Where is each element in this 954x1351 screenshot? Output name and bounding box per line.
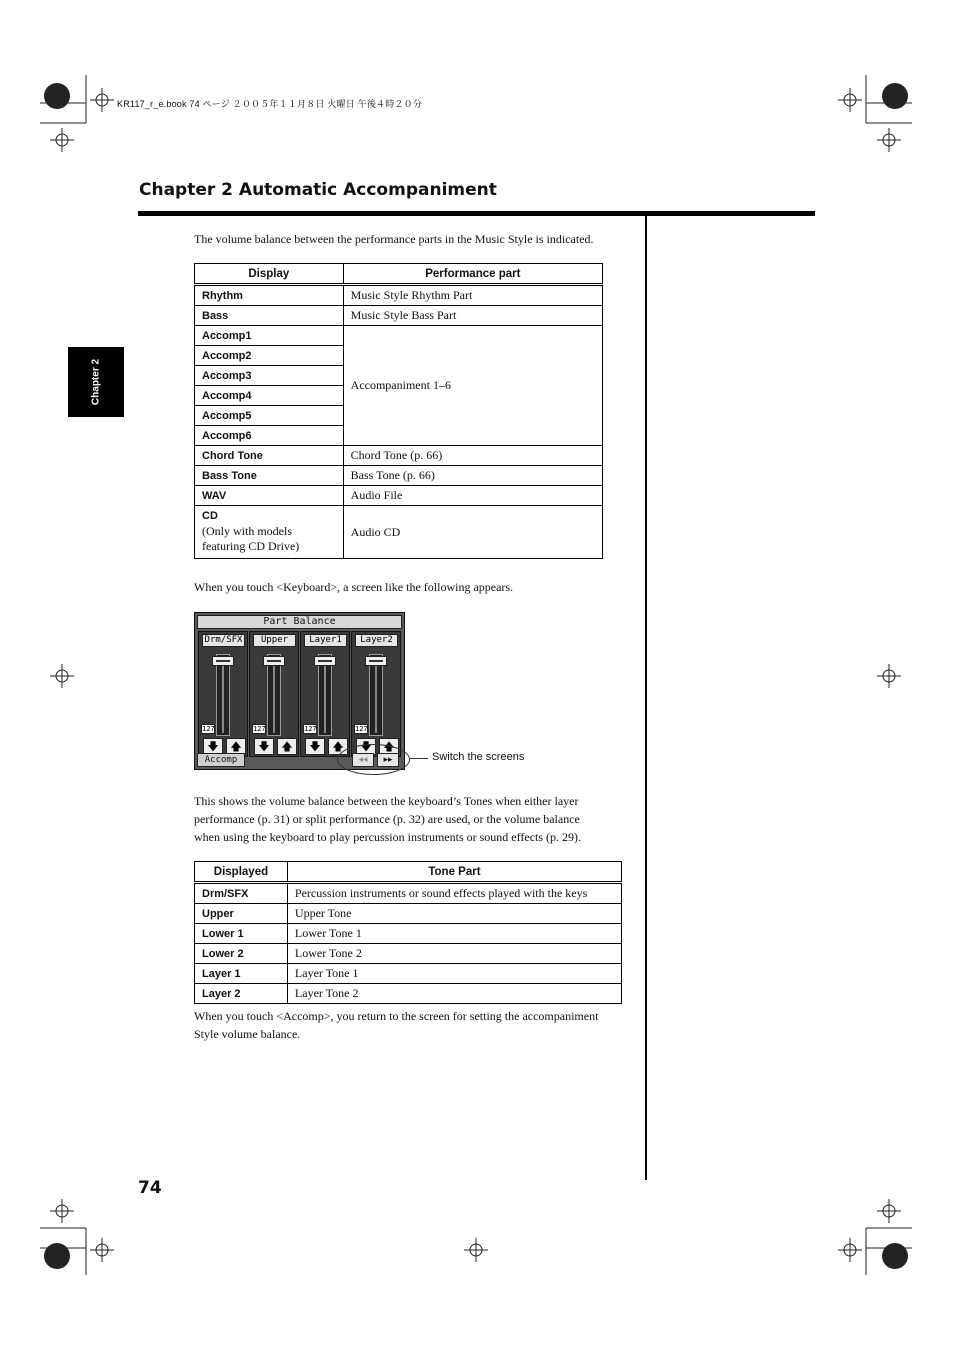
- table-row: [195, 306, 603, 326]
- table-header-cell: Display: [195, 264, 344, 285]
- closing-line: When you touch <Accomp>, you return to the screen for setting the accompaniment: [194, 1009, 599, 1023]
- mixer-strip-layer2: [351, 631, 401, 757]
- table-value-cell: Upper Tone: [287, 904, 621, 924]
- table-row: [195, 904, 622, 924]
- volume-slider-track[interactable]: [216, 654, 230, 736]
- strip-label-button[interactable]: Layer1: [304, 634, 347, 647]
- volume-down-button[interactable]: 🡇: [356, 738, 376, 755]
- table-value-cell: Music Style Rhythm Part: [343, 285, 602, 306]
- volume-slider-handle[interactable]: [365, 656, 387, 666]
- table-row: [195, 326, 603, 346]
- description-line: when using the keyboard to play percussion instruments or sound effects (p. 29).: [194, 830, 582, 844]
- keyboard-text: When you touch <Keyboard>, a screen like the following appears.: [194, 580, 514, 594]
- cd-key: CD: [202, 510, 218, 522]
- table-value-cell: Music Style Bass Part: [343, 306, 602, 326]
- column-rule: [645, 214, 647, 1180]
- table-value-cell: Layer Tone 1: [287, 964, 621, 984]
- title-rule: [138, 211, 815, 216]
- table-value-cell: Audio CD: [343, 506, 602, 559]
- performance-part-table: [194, 263, 603, 559]
- tone-part-table: [194, 861, 622, 1004]
- table-row: [195, 446, 603, 466]
- table-row: [195, 506, 603, 559]
- table-value-cell: Layer Tone 2: [287, 984, 621, 1004]
- closing-line: Style volume balance.: [194, 1027, 301, 1041]
- table-key-cell: Rhythm: [195, 285, 344, 306]
- page-number: 74: [138, 1178, 162, 1198]
- table-key-cell-cd: [195, 506, 344, 559]
- table-value-cell: Audio File: [343, 486, 602, 506]
- table-row: [195, 944, 622, 964]
- previous-screen-button[interactable]: ◂◂: [352, 753, 374, 767]
- strip-label-button[interactable]: Layer2: [355, 634, 398, 647]
- volume-up-button[interactable]: 🡅: [226, 738, 246, 755]
- cd-note-line2: featuring CD Drive): [202, 539, 300, 553]
- table-key-cell: Accomp1: [195, 326, 344, 346]
- table-key-cell: Accomp2: [195, 346, 344, 366]
- volume-up-button[interactable]: 🡅: [379, 738, 399, 755]
- table-key-cell: Chord Tone: [195, 446, 344, 466]
- volume-value: 127: [253, 725, 266, 733]
- volume-up-button[interactable]: 🡅: [328, 738, 348, 755]
- table-key-cell: Layer 2: [195, 984, 288, 1004]
- table-row: [195, 883, 622, 904]
- print-header: KR117_r_e.book 74 ページ ２００５年１１月８日 火曜日 午後４時２０分: [117, 99, 423, 109]
- volume-value: 127: [202, 725, 215, 733]
- table-header-cell: Tone Part: [287, 862, 621, 883]
- table-key-cell: Layer 1: [195, 964, 288, 984]
- table-key-cell: Accomp4: [195, 386, 344, 406]
- table-key-cell: Lower 2: [195, 944, 288, 964]
- volume-slider-handle[interactable]: [263, 656, 285, 666]
- volume-up-button[interactable]: 🡅: [277, 738, 297, 755]
- table-key-cell: Accomp5: [195, 406, 344, 426]
- table-value-cell-accompaniment: Accompaniment 1–6: [343, 326, 602, 446]
- description-line: performance (p. 31) or split performance (p. 32) are used, or the volume balance: [194, 812, 580, 826]
- table-key-cell: Lower 1: [195, 924, 288, 944]
- cd-note-line1: (Only with models: [202, 524, 292, 538]
- table-row: [195, 964, 622, 984]
- table-value-cell: Chord Tone (p. 66): [343, 446, 602, 466]
- description-text: [194, 792, 581, 846]
- table-row: [195, 285, 603, 306]
- table-header-cell: Performance part: [343, 264, 602, 285]
- volume-down-button[interactable]: 🡇: [203, 738, 223, 755]
- table-key-cell: WAV: [195, 486, 344, 506]
- mixer-strip-layer1: [300, 631, 350, 757]
- callout-label: Switch the screens: [432, 751, 525, 763]
- table-key-cell: Accomp6: [195, 426, 344, 446]
- volume-slider-track[interactable]: [267, 654, 281, 736]
- closing-text: [194, 1007, 598, 1043]
- table-value-cell: Lower Tone 2: [287, 944, 621, 964]
- table-key-cell: Bass Tone: [195, 466, 344, 486]
- chapter-title: Chapter 2 Automatic Accompaniment: [139, 180, 497, 200]
- description-line: This shows the volume balance between the keyboard’s Tones when either layer: [194, 794, 579, 808]
- table-key-cell: Accomp3: [195, 366, 344, 386]
- volume-value: 127: [355, 725, 368, 733]
- volume-down-button[interactable]: 🡇: [254, 738, 274, 755]
- volume-slider-track[interactable]: [318, 654, 332, 736]
- callout-line: [410, 758, 428, 759]
- chapter-side-tab: [68, 347, 124, 417]
- screen-title: Part Balance: [197, 615, 402, 629]
- table-row: [195, 984, 622, 1004]
- table-key-cell: Drm/SFX: [195, 883, 288, 904]
- table-row: [195, 924, 622, 944]
- volume-down-button[interactable]: 🡇: [305, 738, 325, 755]
- mixer-strip-upper: [249, 631, 299, 757]
- volume-slider-handle[interactable]: [212, 656, 234, 666]
- table-row: [195, 486, 603, 506]
- volume-slider-track[interactable]: [369, 654, 383, 736]
- table-value-cell: Lower Tone 1: [287, 924, 621, 944]
- strip-label-button[interactable]: Upper: [253, 634, 296, 647]
- table-header-row: [195, 264, 603, 285]
- accomp-button[interactable]: Accomp: [197, 753, 245, 767]
- intro-text: The volume balance between the performance parts in the Music Style is indicated.: [194, 232, 594, 246]
- table-value-cell: Bass Tone (p. 66): [343, 466, 602, 486]
- chapter-side-tab-label: Chapter 2: [90, 358, 102, 406]
- table-header-cell: Displayed: [195, 862, 288, 883]
- table-key-cell: Upper: [195, 904, 288, 924]
- callout-circle: [337, 744, 410, 775]
- table-header-row: [195, 862, 622, 883]
- table-value-cell: Percussion instruments or sound effects played with the keys: [287, 883, 621, 904]
- next-screen-button[interactable]: ▸▸: [377, 753, 399, 767]
- volume-slider-handle[interactable]: [314, 656, 336, 666]
- table-row: [195, 466, 603, 486]
- strip-label-button[interactable]: Drm/SFX: [202, 634, 245, 647]
- mixer-strip-drm-sfx: [198, 631, 248, 757]
- table-key-cell: Bass: [195, 306, 344, 326]
- volume-value: 127: [304, 725, 317, 733]
